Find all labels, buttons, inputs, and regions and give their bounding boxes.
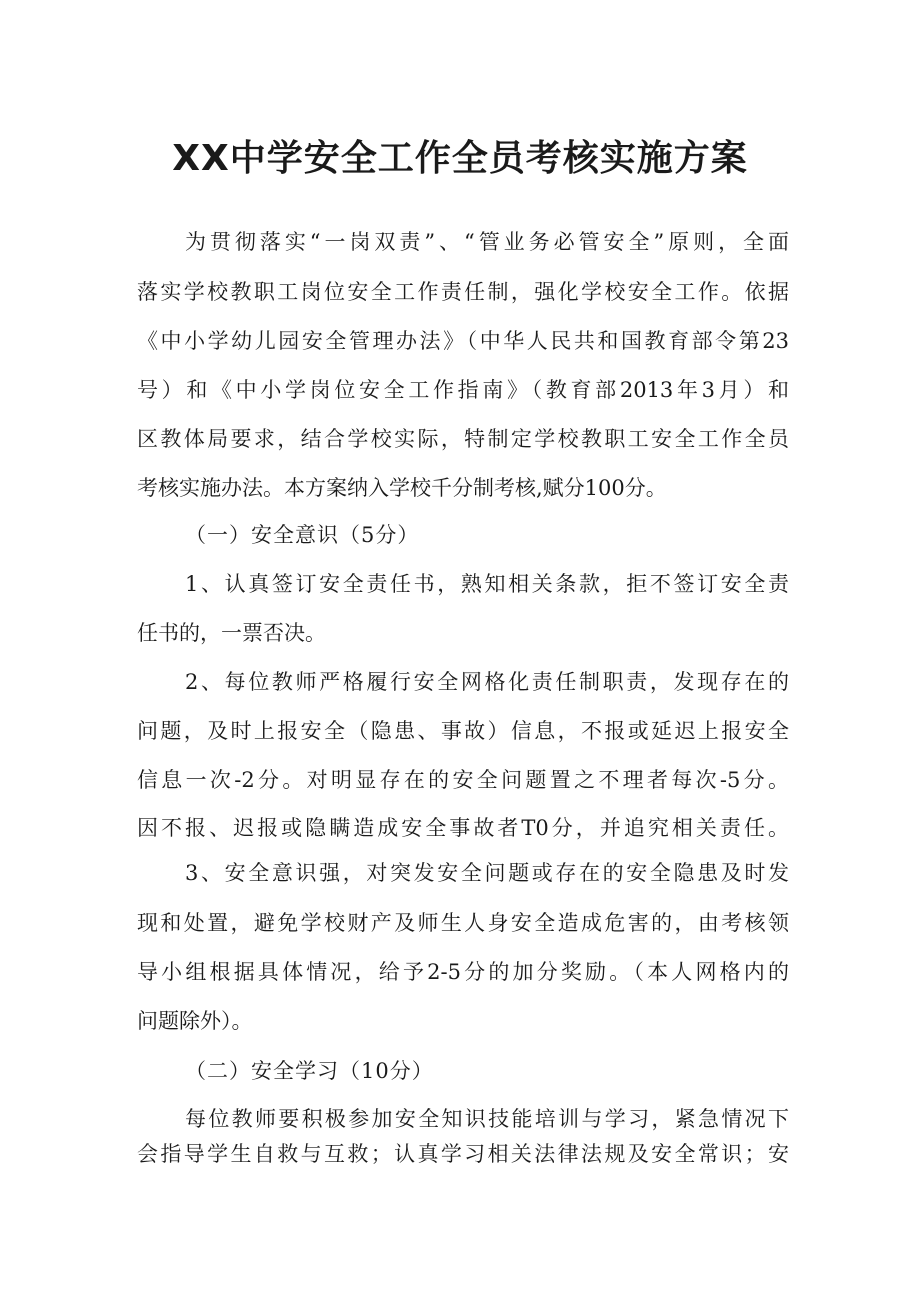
item-3-line: 3、安全意识强，对突发安全问题或存在的安全隐患及时发 [185, 861, 789, 885]
item-2-line: 信息一次-2分。对明显存在的安全问题置之不理者每次-5分。 [137, 768, 789, 792]
item-1-line: 任书的，一票否决。 [137, 621, 326, 645]
section-heading-safety-study: （二）安全学习（10分） [185, 1059, 434, 1083]
intro-line: 考核实施办法。本方案纳入学校千分制考核,赋分100分。 [137, 476, 667, 500]
intro-line: 《中小学幼儿园安全管理办法》（中华人民共和国教育部令第23 [137, 329, 789, 353]
document-title: XX中学安全工作全员考核实施方案 [172, 138, 748, 179]
section-2-line: 每位教师要积极参加安全知识技能培训与学习，紧急情况下 [185, 1107, 789, 1131]
item-3-line: 问题除外）。 [137, 1009, 253, 1033]
item-2-line: 问题，及时上报安全（隐患、事故）信息，不报或延迟上报安全 [137, 719, 789, 743]
section-2-line: 会指导学生自救与互救；认真学习相关法律法规及安全常识；安 [137, 1142, 789, 1166]
item-2-line: 2、每位教师严格履行安全网格化责任制职责，发现存在的 [185, 670, 789, 694]
intro-line: 区教体局要求，结合学校实际，特制定学校教职工安全工作全员 [137, 427, 789, 451]
item-2-line: 因不报、迟报或隐瞒造成安全事故者T0分，并追究相关责任。 [137, 816, 789, 840]
intro-line: 为贯彻落实“一岗双责”、“管业务必管安全”原则，全面 [185, 230, 789, 254]
intro-line: 落实学校教职工岗位安全工作责任制，强化学校安全工作。依据 [137, 280, 789, 304]
item-1-line: 1、认真签订安全责任书，熟知相关条款，拒不签订安全责 [185, 572, 789, 596]
intro-line: 号）和《中小学岗位安全工作指南》（教育部2013年3月）和 [137, 378, 789, 402]
item-3-line: 现和处置，避免学校财产及师生人身安全造成危害的，由考核领 [137, 911, 789, 935]
item-3-line: 导小组根据具体情况，给予2-5分的加分奖励。（本人网格内的 [137, 960, 789, 984]
section-heading-safety-awareness: （一）安全意识（5分） [185, 523, 420, 547]
